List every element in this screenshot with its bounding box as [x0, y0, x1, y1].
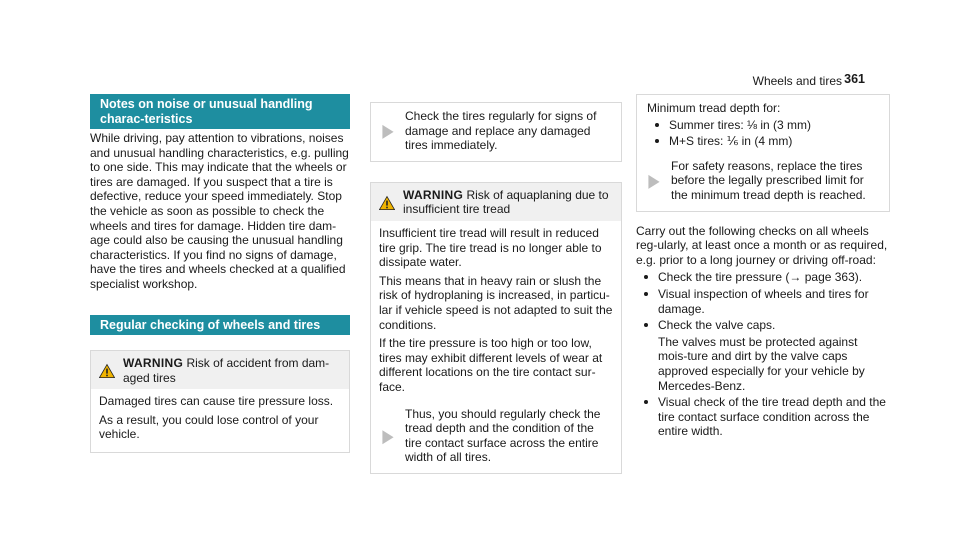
- warning-title: Risk of accident from dam‐aged tires: [123, 356, 330, 385]
- arrow-right-icon: [647, 161, 661, 203]
- checks-list: [636, 270, 890, 439]
- warning-paragraph: This means that in heavy rain or slush the risk of hydroplaning is increased, in particu‐lar if vehicle speed is not adapted to suit the conditions.: [379, 273, 613, 332]
- noise-paragraph: [90, 129, 350, 292]
- min-tread-content: [637, 95, 889, 149]
- warning-box-damaged-tires: [90, 350, 350, 453]
- list-item: Check the valve caps. The valves must be protected against mois‐ture and dirt by the valve caps approved especially for your vehicle by Mercedes-Benz.: [636, 318, 890, 393]
- warning-label: WARNING: [123, 356, 184, 371]
- column-2: [370, 94, 622, 474]
- tip-text: Thus, you should regularly check the tread depth and the condition of the tire contact surface across the entire width of all tires.: [405, 406, 601, 465]
- warning-paragraph: If the tire pressure is too high or too low, tires may exhibit different levels of wear at different locations on the tire contact sur‐face.: [379, 336, 603, 394]
- warning-box-aquaplaning: [370, 182, 622, 474]
- list-item: Visual check of the tire tread depth and the tire contact surface condition across the entire width.: [636, 395, 890, 439]
- section-heading-noise: Notes on noise or unusual handling charac‐teristics: [90, 94, 350, 129]
- column-3: [636, 94, 890, 441]
- arrow-right-icon: [381, 111, 395, 153]
- list-item: Check the tire pressure (→ page 363).: [636, 270, 890, 285]
- checks-intro: Carry out the following checks on all wheels reg‐ularly, at least once a month or as required, e.g. prior to a long journey or driving off-road:: [636, 223, 888, 267]
- warning-triangle-icon: [379, 189, 395, 217]
- warning-header: [91, 351, 349, 389]
- warning-line: Damaged tires can cause tire pressure loss.: [99, 394, 334, 409]
- running-header-title: Wheels and tires: [752, 74, 842, 88]
- tip-check-tires: [371, 103, 621, 161]
- warning-body: [371, 221, 621, 405]
- tip-safety-replace: [637, 151, 889, 211]
- warning-body: [91, 389, 349, 452]
- column-1: [90, 94, 350, 453]
- tip-box-check-tires: [370, 102, 622, 162]
- min-tread-intro: Minimum tread depth for:: [647, 101, 781, 115]
- warning-header: [371, 183, 621, 221]
- arrow-right-icon: [381, 409, 395, 465]
- valve-note: The valves must be protected against mois‐ture and dirt by the valve caps approved especially for your vehicle by Mercedes-Benz.: [658, 334, 865, 393]
- min-tread-list: [647, 118, 881, 149]
- page-number: 361: [844, 72, 865, 86]
- tip-tread-depth: [371, 405, 621, 473]
- list-item: Summer tires: ⅛ in (3 mm): [647, 118, 881, 133]
- checks-section: [636, 224, 890, 439]
- list-item: Visual inspection of wheels and tires for damage.: [636, 287, 890, 316]
- warning-title: Risk of aquaplaning due to insufficient tire tread: [403, 187, 609, 217]
- section-heading-regular-checking: Regular checking of wheels and tires: [90, 315, 350, 336]
- tip-text: For safety reasons, replace the tires before the legally prescribed limit for the minimum tread depth is reached.: [671, 158, 866, 202]
- warning-line: As a result, you could lose control of your vehicle.: [99, 412, 319, 442]
- noise-text: While driving, pay attention to vibrations, noises and unusual handling characteristics, e.g. pulling to one side. This may indicate that the wheels or tires are damaged. If you suspect that a tire is defective, reduce your speed immediately. Stop the vehicle as soon as possible to check the wheels and tires for damage. Hidden tire dam‐age could also be causing the unusual handling characteristics. If you find no signs of damage, have the tires and wheels checked at a qualified specialist workshop.: [90, 131, 349, 291]
- warning-paragraph: Insufficient tire tread will result in reduced tire grip. The tire tread is no longer able to dissipate water.: [379, 225, 602, 270]
- warning-label: WARNING: [403, 187, 464, 202]
- tip-text: Check the tires regularly for signs of damage and replace any damaged tires immediately.: [405, 109, 597, 153]
- warning-triangle-icon: [99, 357, 115, 385]
- min-tread-box: [636, 94, 890, 212]
- list-item: M+S tires: ⅙ in (4 mm): [647, 134, 881, 149]
